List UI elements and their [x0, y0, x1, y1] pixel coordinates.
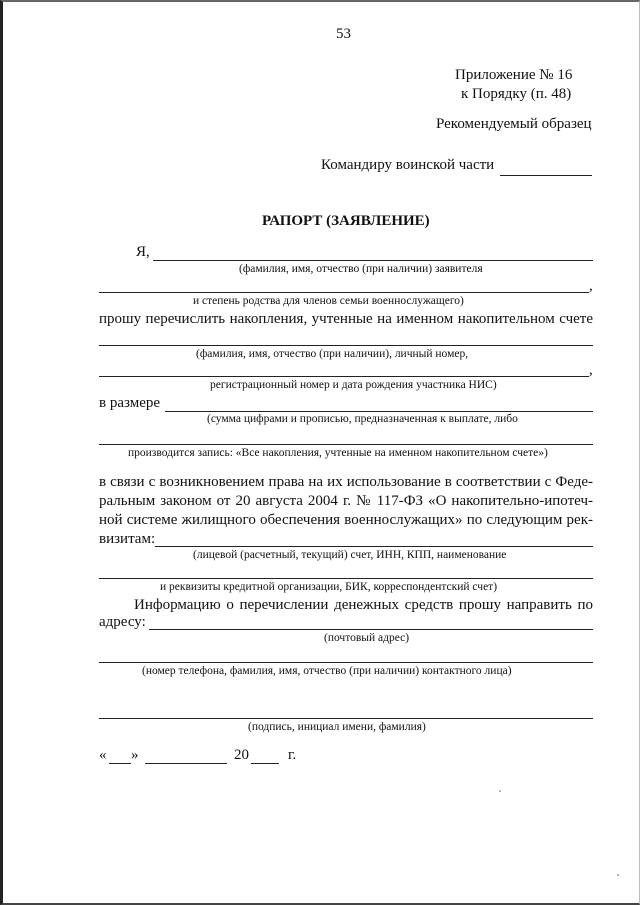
caption-member-name: (фамилия, имя, отчество (при наличии), личный номер,: [196, 348, 469, 360]
caption-amount: (сумма цифрами и прописью, предназначенная к выплате, либо: [207, 413, 518, 425]
caption-applicant-name: (фамилия, имя, отчество (при наличии) заявителя: [239, 263, 483, 275]
addressee-label: Командиру воинской части: [321, 157, 495, 173]
caption-postal: (почтовый адрес): [324, 632, 410, 644]
info-text: Информацию о перечислении денежных средств прошу направить по: [134, 597, 593, 613]
paragraph-line-2: ральным законом от 20 августа 2004 г. № 117-ФЗ «О накопительно-ипотеч-: [99, 493, 593, 509]
military-unit-field[interactable]: [500, 175, 592, 176]
sample-label: Рекомендуемый образец: [436, 116, 592, 132]
scan-speck: [499, 790, 501, 792]
caption-relation: и степень родства для членов семьи военнослужащего): [193, 295, 464, 307]
caption-signature: (подпись, инициал имени, фамилия): [248, 721, 426, 733]
date-close-quote: »: [131, 747, 139, 763]
signature-field[interactable]: [99, 718, 593, 719]
date-month-field[interactable]: [145, 763, 227, 764]
date-year-field[interactable]: [251, 763, 279, 764]
paragraph-line-1: в связи с возникновением права на их использование в соответствии с Феде-: [99, 474, 593, 490]
postal-address-field[interactable]: [149, 629, 593, 630]
i-label: Я,: [136, 244, 150, 260]
caption-record: производится запись: «Все накопления, учтенные на именном накопительном счете»): [128, 447, 548, 459]
record-field[interactable]: [99, 444, 593, 445]
paragraph-line-3: ной системе жилищного обеспечения военнослужащих» по следующим рек-: [99, 512, 593, 528]
date-year-prefix: 20: [234, 747, 249, 763]
date-year-suffix: г.: [288, 747, 297, 763]
order-reference: к Порядку (п. 48): [461, 86, 572, 102]
caption-contact: (номер телефона, фамилия, имя, отчество (при наличии) контактного лица): [142, 665, 512, 677]
appendix-label: Приложение № 16: [455, 67, 573, 83]
account-field[interactable]: [155, 546, 593, 547]
comma-mark-2: ,: [589, 362, 593, 378]
address-label: адресу:: [99, 614, 146, 630]
contact-field[interactable]: [99, 662, 593, 663]
caption-nis: регистрационный номер и дата рождения участника НИС): [210, 379, 497, 391]
amount-label: в размере: [99, 395, 161, 411]
amount-field[interactable]: [165, 411, 593, 412]
member-name-field[interactable]: [99, 345, 593, 346]
document-title: РАПОРТ (ЗАЯВЛЕНИЕ): [262, 213, 430, 229]
comma-mark: ,: [589, 278, 593, 294]
caption-account: (лицевой (расчетный, текущий) счет, ИНН, КПП, наименование: [193, 549, 507, 561]
bank-field[interactable]: [99, 578, 593, 579]
requisites-label: визитам:: [99, 531, 156, 547]
relation-field[interactable]: [99, 292, 589, 293]
caption-bank: и реквизиты кредитной организации, БИК, корреспондентский счет): [160, 581, 498, 593]
date-day-field[interactable]: [109, 763, 131, 764]
request-text: прошу перечислить накопления, учтенные на именном накопительном счете: [99, 311, 593, 327]
scan-speck: [617, 874, 619, 876]
nis-field[interactable]: [99, 376, 589, 377]
applicant-name-field[interactable]: [153, 260, 593, 261]
date-open-quote: «: [99, 747, 107, 763]
page-number: 53: [336, 26, 351, 42]
